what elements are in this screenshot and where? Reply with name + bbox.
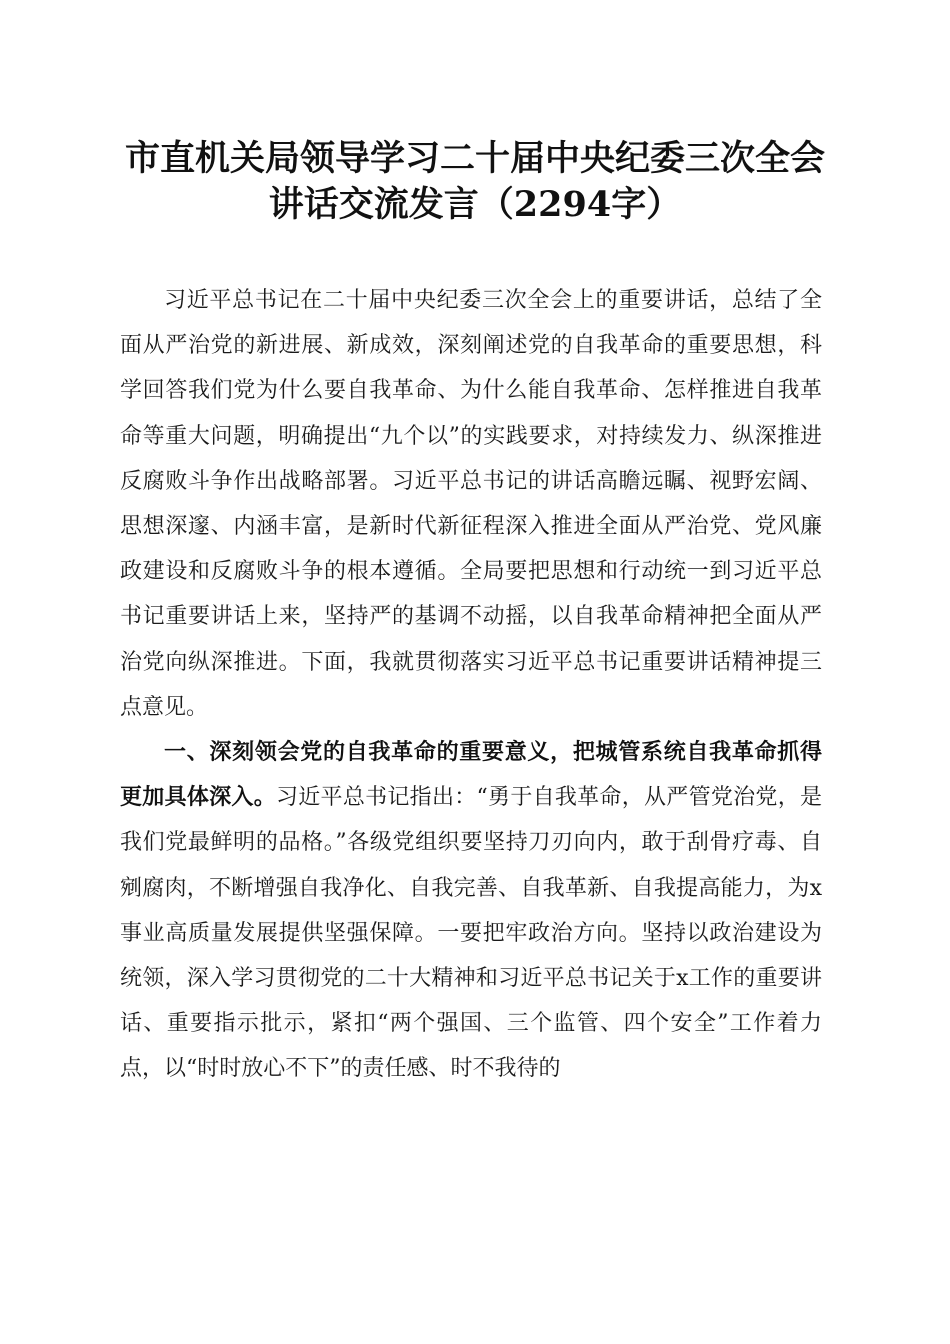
intro-paragraph-text: 习近平总书记在二十届中央纪委三次全会上的重要讲话，总结了全面从严治党的新进展、新成效，深刻阐述党的自我革命的重要思想，科学回答我们党为什么要自我革命、为什么能自我革命、怎样推进自我革命等重大问题，明确提出“九个以”的实践要求，对持续发力、纵深推进反腐败斗争作出战略部署。习近平总书记的讲话高瞻远瞩、视野宏阔、思想深邃、内涵丰富，是新时代新征程深入推进全面从严治党、党风廉政建设和反腐败斗争的根本遵循。全局要把思想和行动统一到习近平总书记重要讲话上来，坚持严的基调不动摇，以自我革命精神把全面从严治党向纵深推进。下面，我就贯彻落实习近平总书记重要讲话精神提三点意见。 — [120, 288, 822, 720]
document-body — [120, 278, 822, 1092]
section-1-text: 习近平总书记指出：“勇于自我革命，从严管党治党，是我们党最鲜明的品格。”各级党组织要坚持刀刃向内，敢于刮骨疗毒、自剜腐肉，不断增强自我净化、自我完善、自我革新、自我提高能力，为x事业高质量发展提供坚强保障。一要把牢政治方向。坚持以政治建设为统领，深入学习贯彻党的二十大精神和习近平总书记关于x工作的重要讲话、重要指示批示，紧扣“两个强国、三个监管、四个安全”工作着力点，以“时时放心不下”的责任感、时不我待的 — [120, 785, 822, 1082]
intro-paragraph — [120, 278, 822, 730]
section-1-paragraph — [120, 730, 822, 1092]
document-title-line-2: 讲话交流发言（2294字） — [268, 184, 682, 225]
section-1-heading: 一、深刻领会党的自我革命的重要意义，把城管系统自我革命抓得更加具体深入。 — [120, 740, 822, 811]
document-title-line-1: 市直机关局领导学习二十届中央纪委三次全会 — [124, 138, 825, 179]
